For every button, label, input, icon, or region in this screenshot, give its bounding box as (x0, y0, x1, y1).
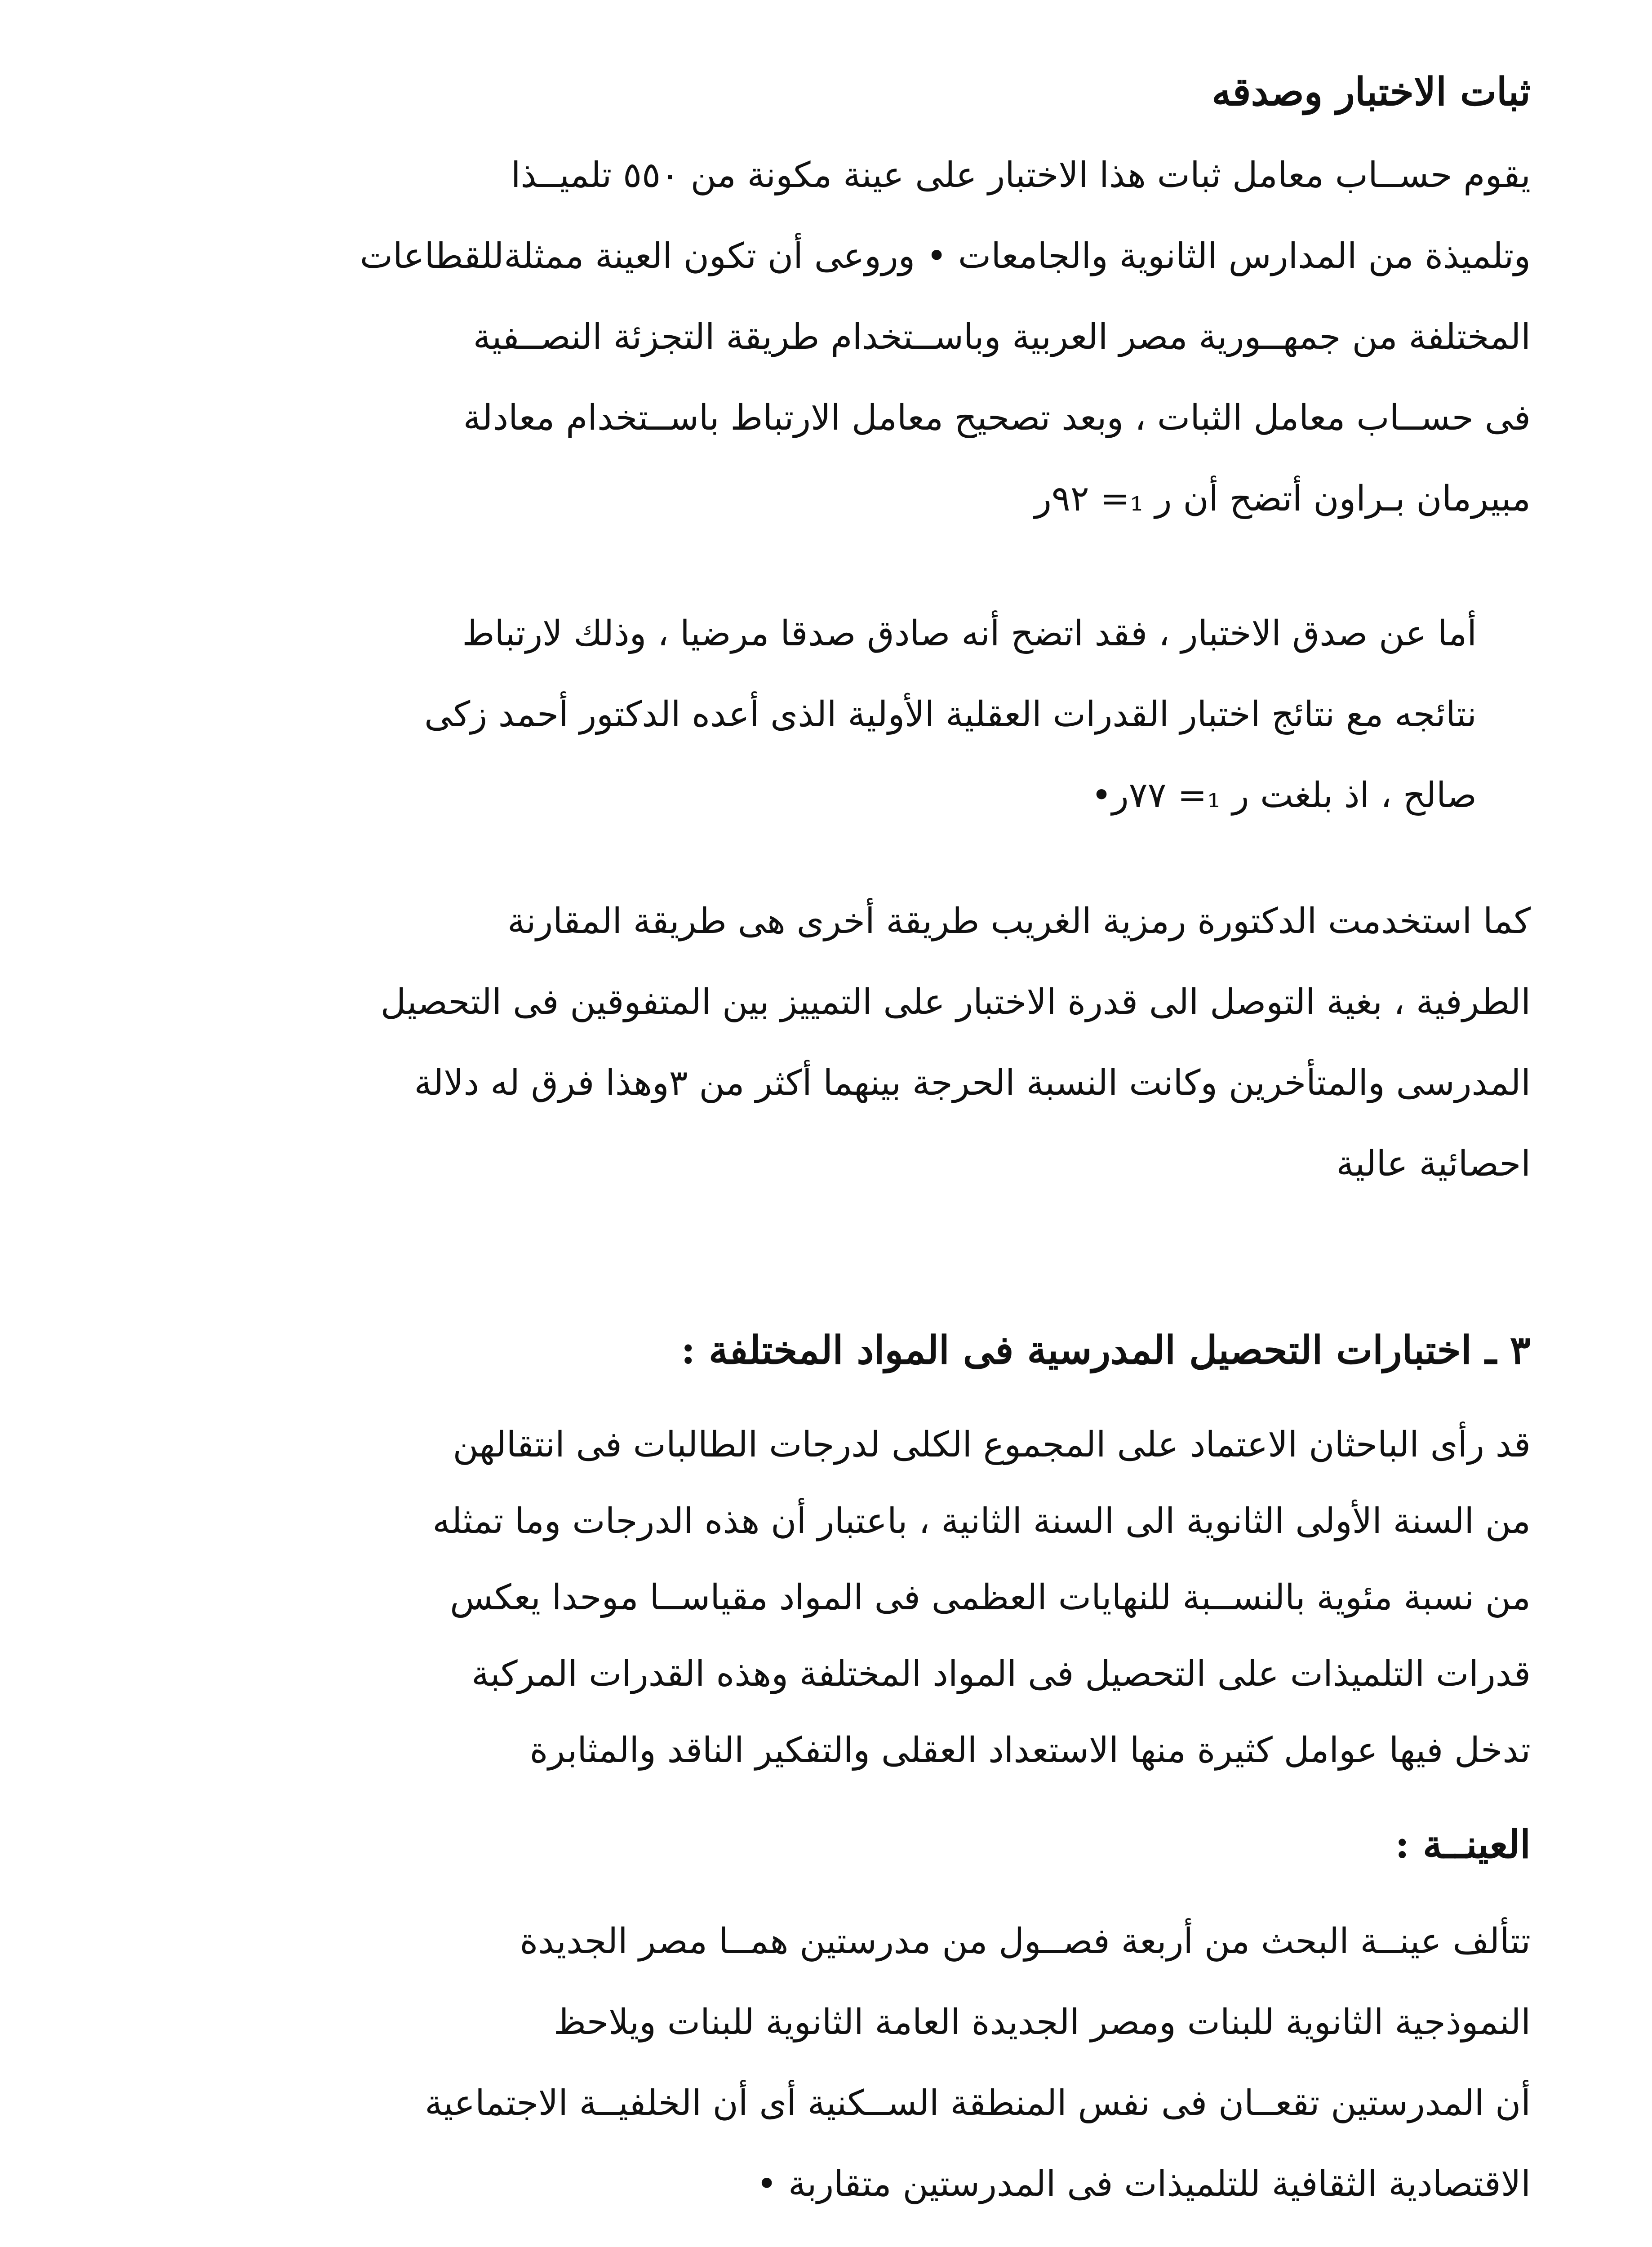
section-title-reliability-validity: ثبات الاختبار وصدقه (1212, 69, 1531, 115)
paragraph-validity: أما عن صدق الاختبار ، فقد اتضح أنه صادق صدقا مرضيا ، وذلك لارتباط نتائجه مع نتائج اختبار القدرات العقلية الأولية الذى أعده الدكتور أحمد زكى صالح ، اذ بلغت ر ₁= ٧٧ر• (424, 613, 1477, 816)
paragraph-achievement: قد رأى الباحثان الاعتماد على المجموع الكلى لدرجات الطالبات فى انتقالهن من السنة الأولى الثانوية الى السنة الثانية ، باعتبار أن هذه الدرجات وما تمثله من نسبة مئوية بالنســبة للنهايات العظمى فى المواد مقياســا موحدا يعكس قدرات التلميذات على التحصيل فى المواد المختلفة وهذه القدرات المركبة تدخل فيها عوامل كثيرة منها الاستعداد العقلى والتفكير الناقد والمثابرة (432, 1425, 1531, 1771)
paragraph-reliability: يقوم حســاب معامل ثبات هذا الاختبار على عينة مكونة من ٥٥٠ تلميــذا وتلميذة من المدارس الثانوية والجامعات • وروعى أن تكون العينة ممثلةللقطاعات المختلفة من جمهــورية مصر العربية وباســتخدام طريقة التجزئة النصــفية فى حســاب معامل الثبات ، وبعد تصحيح معامل الارتباط باســتخدام معادلة مبيرمان بـراون أتضح أن ر ₁= ٩٢ر (360, 155, 1531, 519)
paragraph-sample: تتألف عينــة البحث من أربعة فصــول من مدرستين همــا مصر الجديدة النموذجية الثانوية للبنات ومصر الجديدة العامة الثانوية للبنات ويلاحظ أن المدرستين تقعــان فى نفس المنطقة الســكنية أى أن الخلفيــة الاجتماعية الاقتصادية الثقافية للتلميذات فى المدرستين متقاربة • (425, 1921, 1531, 2204)
paragraph-extreme-comparison: كما استخدمت الدكتورة رمزية الغريب طريقة أخرى هى طريقة المقارنة الطرفية ، بغية التوصل الى قدرة الاختبار على التمييز بين المتفوقين فى التحصيل المدرسى والمتأخرين وكانت النسبة الحرجة بينهما أكثر من ٣وهذا فرق له دلالة احصائية عالية (380, 901, 1531, 1184)
section-title-sample: العينــة : (1395, 1822, 1531, 1867)
section-title-achievement-tests: ٣ ـ اختبارات التحصيل المدرسية فى المواد المختلفة : (681, 1328, 1531, 1373)
